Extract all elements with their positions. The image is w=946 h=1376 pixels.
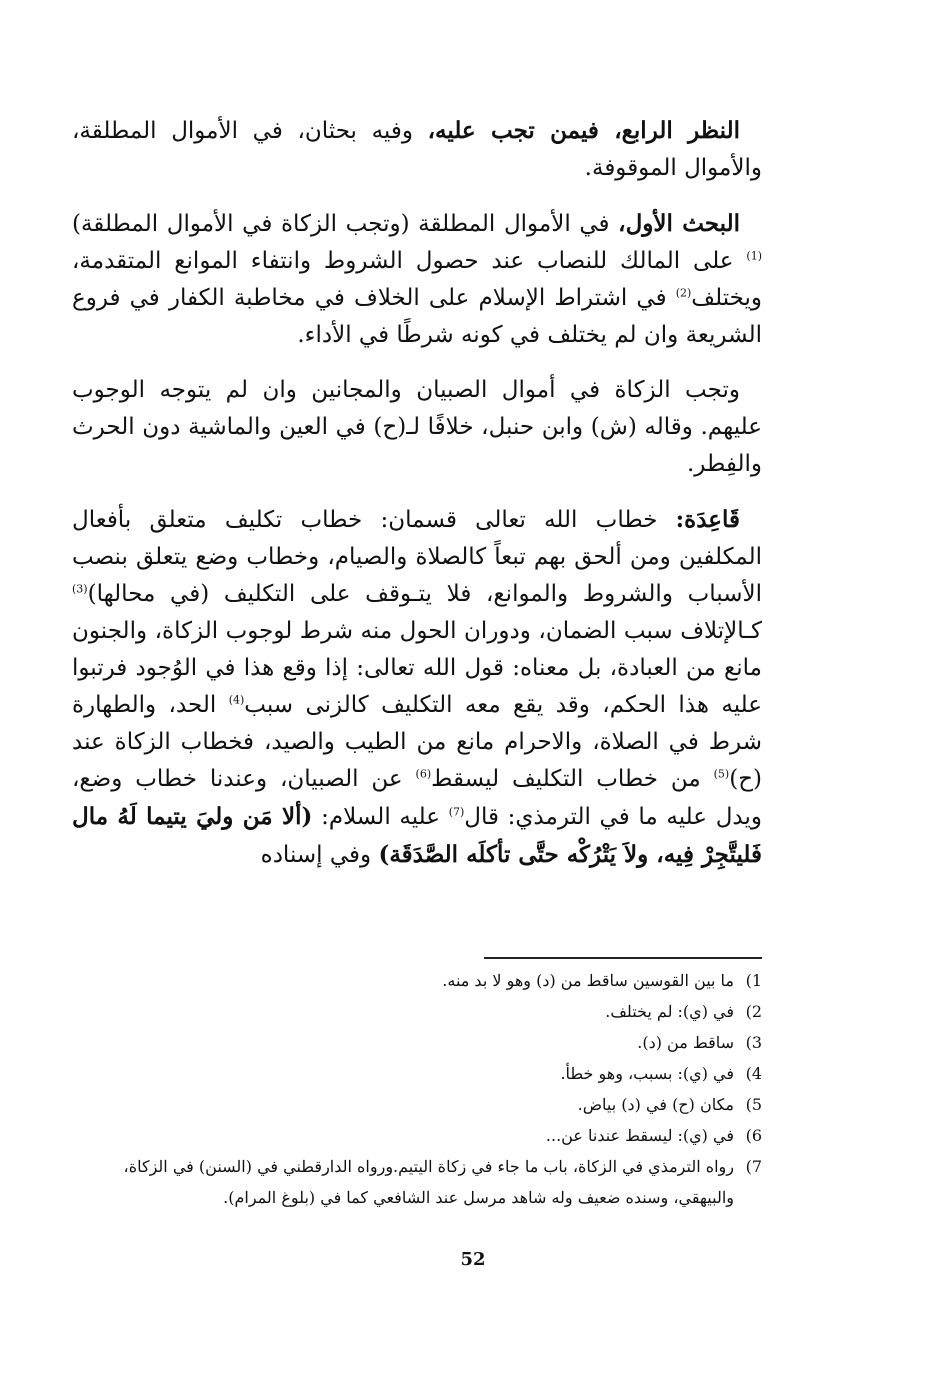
paragraph-3 bbox=[72, 372, 762, 483]
section-heading: البحث الأول، bbox=[618, 210, 740, 237]
footnote bbox=[72, 965, 762, 996]
main-text bbox=[72, 112, 762, 892]
paragraph-text: في اشتراط الإسلام على الخلاف في مخاطبة الكفار في فروع الشريعة وان لم يختلف في كونه شرطًا في الأداء. bbox=[72, 285, 762, 348]
paragraph-text: كـالإتلاف سبب الضمان، ودوران الحول منه شرط لوجوب الزكاة، والجنون مانع من العبادة، بل معناه: قول الله تعالى: إذا وقع هذا في الوُجود فرتبوا عليه هذا الحكم، وقد يقع معه التكليف كالزنى سبب bbox=[72, 618, 762, 718]
paragraph-text: عليه السلام: bbox=[312, 804, 449, 830]
footnote-text: في (ي): لم يختلف. bbox=[605, 1002, 734, 1021]
paragraph-text: على المالك للنصاب عند حصول الشروط وانتفاء الموانع المتقدمة، ويختلف bbox=[72, 248, 762, 311]
paragraph-text: في الأموال المطلقة (وتجب الزكاة في الأموال المطلقة) bbox=[72, 211, 619, 237]
footnote-ref: (7) bbox=[448, 805, 465, 819]
footnote-ref: (4) bbox=[228, 693, 245, 707]
paragraph-text: من خطاب التكليف ليسقط bbox=[431, 766, 714, 792]
paragraph-text: وفيه بحثان، في الأموال المطلقة، والأموال الموقوفة. bbox=[72, 118, 762, 181]
paragraph-text: وفي إسناده bbox=[260, 842, 379, 868]
footnotes bbox=[72, 965, 762, 1213]
footnote-number: (2 bbox=[745, 1002, 762, 1021]
footnote-number: (4 bbox=[745, 1064, 762, 1083]
footnote-number: (1 bbox=[745, 971, 762, 990]
footnote-ref: (5) bbox=[713, 767, 730, 781]
footnote bbox=[72, 1058, 762, 1089]
footnote-number: (3 bbox=[745, 1033, 762, 1052]
footnote-text: رواه الترمذي في الزكاة، باب ما جاء في زكاة اليتيم.ورواه الدارقطني في (السنن) في الزكاة، والبيهقي، وسنده ضعيف وله شاهد مرسل عند الشافعي كما في (بلوغ المرام). bbox=[123, 1157, 734, 1207]
hadith-quote: (ألا مَن وليَ يتيما لَهُ مال فَليتَّجِرْ فِيه، ولاَ يَتْرُكْه حتَّى تأكلَه الصَّدَقَة) bbox=[72, 803, 762, 868]
paragraph-text: وتجب الزكاة في أموال الصبيان والمجانين وان لم يتوجه الوجوب عليهم. وقاله (ش) وابن حنبل، خلافًا لـ(ح) في العين والماشية دون الحرث والفِطر. bbox=[72, 377, 762, 477]
footnote-text: ما بين القوسين ساقط من (د) وهو لا بد منه. bbox=[442, 971, 734, 990]
footnote bbox=[72, 1151, 762, 1213]
footnote-text: مكان (ح) في (د) بياض. bbox=[577, 1095, 734, 1114]
footnote-ref: (6) bbox=[415, 767, 432, 781]
footnote-ref: (2) bbox=[675, 286, 692, 300]
footnote bbox=[72, 1120, 762, 1151]
footnote bbox=[72, 1089, 762, 1120]
footnote-text: في (ي): بسبب، وهو خطأ. bbox=[560, 1064, 734, 1083]
footnote-number: (6 bbox=[745, 1126, 762, 1145]
footnote-ref: (1) bbox=[746, 249, 762, 263]
paragraph-text: الحد، والطهارة شرط في الصلاة، والاحرام مانع من الطيب والصيد، فخطاب الزكاة عند (ح) bbox=[72, 692, 763, 792]
paragraph-1 bbox=[72, 112, 762, 187]
footnote-text: في (ي): ليسقط عندنا عن... bbox=[545, 1126, 734, 1145]
page-number: 52 bbox=[460, 1249, 486, 1270]
paragraph-2 bbox=[72, 205, 762, 354]
footnote-ref: (3) bbox=[72, 582, 88, 596]
footnote bbox=[72, 996, 762, 1027]
footnote-number: (7 bbox=[745, 1157, 762, 1176]
rule-heading: قَاعِدَة: bbox=[675, 506, 740, 533]
section-heading: النظر الرابع، فيمن تجب عليه، bbox=[427, 117, 741, 144]
paragraph-4 bbox=[72, 501, 762, 874]
footnote-number: (5 bbox=[745, 1095, 762, 1114]
footnote-text: ساقط من (د). bbox=[637, 1033, 734, 1052]
paragraph-text: عن الصبيان، وعندنا خطاب وضع، ويدل عليه ما في الترمذي: قال bbox=[72, 766, 762, 830]
footnote-separator bbox=[484, 957, 762, 959]
footnote bbox=[72, 1027, 762, 1058]
paragraph-text: خطاب الله تعالى قسمان: خطاب تكليف متعلق بأفعال المكلفين ومن ألحق بهم تبعاً كالصلاة والصيام، وخطاب وضع يتعلق بنصب الأسباب والشروط والموانع، فلا يتـوقف على التكليف (في محالها) bbox=[72, 507, 762, 607]
